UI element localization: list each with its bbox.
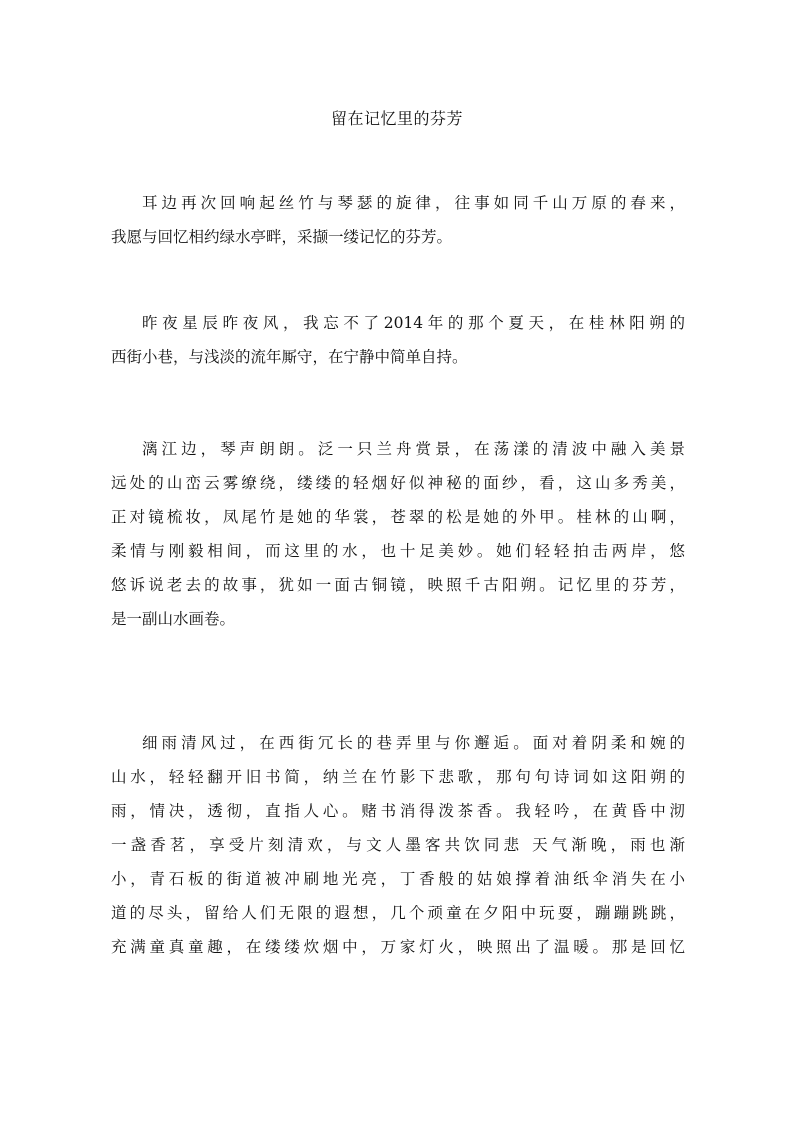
paragraph-line: 一盏香茗，享受片刻清欢，与文人墨客共饮同悲 天气渐晚，雨也渐 — [111, 836, 685, 854]
paragraph-line: 充满童真童趣，在缕缕炊烟中，万家灯火，映照出了温暖。那是回忆 — [111, 938, 685, 956]
paragraph-line: 耳边再次回响起丝竹与琴瑟的旋律，往事如同千山万原的春来， — [142, 194, 685, 212]
paragraph-line: 细雨清风过，在西街冗长的巷弄里与你邂逅。面对着阴柔和婉的 — [142, 734, 685, 752]
paragraph-line: 我愿与回忆相约绿水亭畔，采撷一缕记忆的芬芳。 — [111, 228, 453, 246]
page-title: 留在记忆里的芬芳 — [330, 109, 463, 128]
paragraph-line: 悠诉说老去的故事，犹如一面古铜镜，映照千古阳朔。记忆里的芬芳， — [111, 576, 685, 594]
paragraph-line: 西街小巷，与浅淡的流年厮守，在宁静中简单自持。 — [111, 348, 468, 366]
paragraph-line: 雨，情决，透彻，直指人心。赌书消得泼茶香。我轻吟，在黄昏中沏 — [111, 802, 685, 820]
paragraph-line: 漓江边，琴声朗朗。泛一只兰舟赏景，在荡漾的清波中融入美景 — [142, 440, 685, 458]
paragraph-4 — [111, 726, 685, 964]
paragraph-1 — [111, 186, 685, 254]
paragraph-line: 道的尽头，留给人们无限的遐想，几个顽童在夕阳中玩耍，蹦蹦跳跳， — [111, 904, 685, 922]
paragraph-line: 是一副山水画卷。 — [111, 610, 236, 628]
paragraph-line: 远处的山峦云雾缭绕，缕缕的轻烟好似神秘的面纱，看，这山多秀美， — [111, 474, 685, 492]
paragraph-line: 山水，轻轻翻开旧书简，纳兰在竹影下悲歌，那句句诗词如这阳朔的 — [111, 768, 685, 786]
paragraph-2 — [111, 306, 685, 374]
paragraph-line: 柔情与刚毅相间，而这里的水，也十足美妙。她们轻轻拍击两岸，悠 — [111, 542, 685, 560]
paragraph-line: 昨夜星辰昨夜风，我忘不了2014年的那个夏天，在桂林阳朔的 — [142, 314, 685, 332]
paragraph-line: 小，青石板的街道被冲刷地光亮，丁香般的姑娘撑着油纸伞消失在小 — [111, 870, 685, 888]
paragraph-line: 正对镜梳妆，凤尾竹是她的华裳，苍翠的松是她的外甲。桂林的山啊， — [111, 508, 685, 526]
paragraph-3 — [111, 432, 685, 636]
